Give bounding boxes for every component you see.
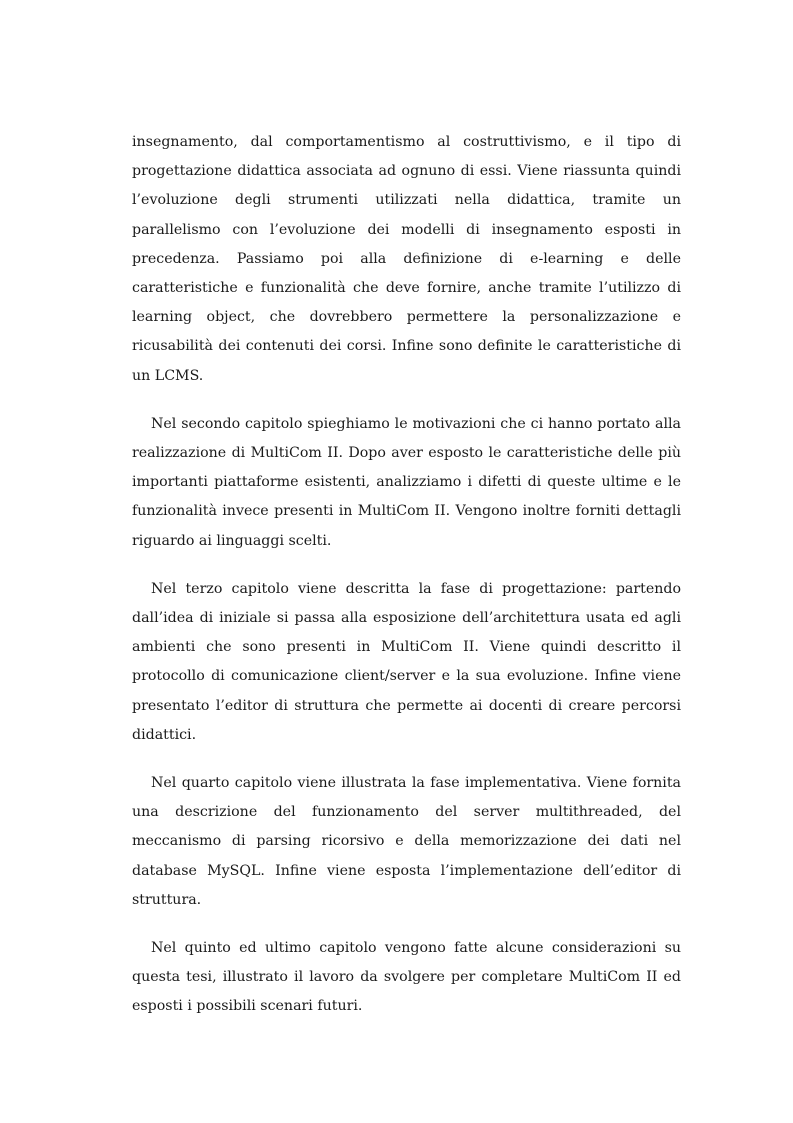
paragraph-chapter-two: Nel secondo capitolo spieghiamo le motivazioni che ci hanno portato alla realizzazione di MultiCom II. Dopo aver esposto le caratteristiche delle più importanti piattaforme esistenti, analizziamo i difetti di queste ultime e le funzionalità invece presenti in MultiCom II. Vengono inoltre forniti dettagli riguardo ai linguaggi scelti. [132,415,681,549]
paragraph-intro-continued: insegnamento, dal comportamentismo al costruttivismo, e il tipo di progettazione didattica associata ad ognuno di essi. Viene riassunta quindi l’evoluzione degli strumenti utilizzati nella didattica, tramite un parallelismo con l’evoluzione dei modelli di insegnamento esposti in precedenza. Passiamo poi alla definizione di e-learning e delle caratteristiche e funzionalità che deve fornire, anche tramite l’utilizzo di learning object, che dovrebbero permettere la personalizzazione e ricusabilità dei contenuti dei corsi. Infine sono definite le caratteristiche di un LCMS. [132,134,681,384]
paragraph-chapter-five: Nel quinto ed ultimo capitolo vengono fatte alcune considerazioni su questa tesi, illustrato il lavoro da svolgere per completare MultiCom II ed esposti i possibili scenari futuri. [132,940,681,1015]
paragraph-chapter-four: Nel quarto capitolo viene illustrata la fase implementativa. Viene fornita una descrizione del funzionamento del server multithreaded, del meccanismo di parsing ricorsivo e della memorizzazione dei dati nel database MySQL. Infine viene esposta l’implementazione dell’editor di struttura. [132,775,681,908]
paragraph-chapter-three: Nel terzo capitolo viene descritta la fase di progettazione: partendo dall’idea di iniziale si passa alla esposizione dell’architettura usata ed agli ambienti che sono presenti in MultiCom II. Viene quindi descritto il protocollo di comunicazione client/server e la sua evoluzione. Infine viene presentato l’editor di struttura che permette ai docenti di creare percorsi didattici. [132,580,681,743]
body-text [132,128,681,1041]
